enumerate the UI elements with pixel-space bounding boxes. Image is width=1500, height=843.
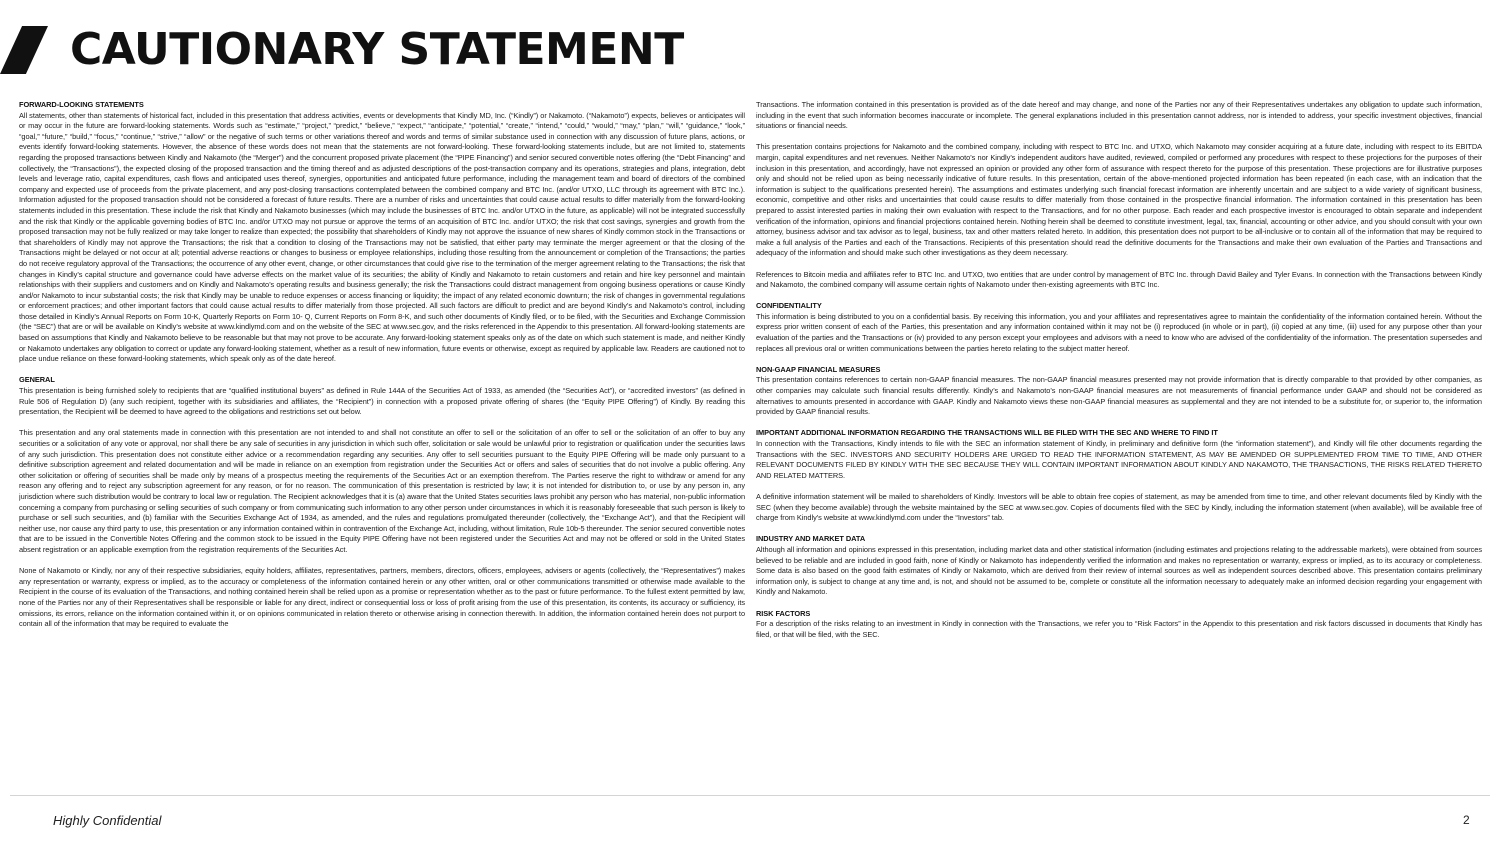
title-accent-slash: [0, 26, 48, 74]
section-forward-looking-statements: [19, 100, 745, 365]
section-heading: RISK FACTORS: [756, 608, 811, 618]
section-heading: IMPORTANT ADDITIONAL INFORMATION REGARDING THE TRANSACTIONS WILL BE FILED WITH THE SEC AND WHERE TO FIND IT: [756, 428, 1218, 438]
section-paragraph: In connection with the Transactions, Kindly intends to file with the SEC an information statement of Kindly, in preliminary and definitive form (the “information statement”), and Kindly will file other documents regarding the Transactions with the SEC. INVESTORS AND SECURITY HOLDERS ARE URGED TO READ THE INFORMATION STATEMENT, AS MAY BE AMENDED OR SUPPLEMENTED FROM TIME TO TIME, AND OTHER RELEVANT DOCUMENTS FILED BY KINDLY WITH THE SEC BECAUSE THEY WILL CONTAIN IMPORTANT INFORMATION ABOUT KINDLY AND NAKAMOTO, THE TRANSACTIONS, THE RISKS RELATED THERETO AND RELATED MATTERS.: [756, 439, 1482, 480]
section-additional-information: [756, 428, 1482, 523]
section-paragraph: For a description of the risks relating to an investment in Kindly in connection with the Transactions, we refer you to “Risk Factors” in the Appendix to this presentation and risk factors discussed in documents that Kindly has filed, or that will be filed, with the SEC.: [756, 619, 1482, 639]
page-title: CAUTIONARY STATEMENT: [70, 24, 684, 75]
section-non-gaap-financial-measures: [756, 365, 1482, 418]
section-paragraph: References to Bitcoin media and affiliates refer to BTC Inc. and UTXO, two entities that are under control by management of BTC Inc. through David Bailey and Tyler Evans. In connection with the Transactions between Kindly and Nakamoto, the combined company will assume certain rights of Nakamoto under then-existing agreements with BTC Inc.: [756, 269, 1482, 290]
section-heading: INDUSTRY AND MARKET DATA: [756, 534, 866, 544]
section-heading: GENERAL: [19, 375, 55, 385]
section-paragraph: A definitive information statement will be mailed to shareholders of Kindly. Investors will be able to obtain free copies of statement, as may be amended from time to time, and other relevant documents filed by Kindly with the SEC (when they become available) through the website maintained by the SEC at www.sec.gov. Copies of documents filed with the SEC by Kindly, including the information statement (when available), will be available free of charge from Kindly’s website at www.kindlymd.com under the “Investors” tab.: [756, 491, 1482, 523]
section-general: [19, 375, 745, 629]
footer-confidentiality-label: Highly Confidential: [53, 813, 162, 828]
section-paragraph: This presentation is being furnished solely to recipients that are “qualified institutional buyers” as defined in Rule 144A of the Securities Act of 1933, as amended (the “Securities Act”), or “accredited investors” (as defined in Rule 506 of Regulation D) (any such recipient, together with its subsidiaries and affiliates, the “Recipient”) in connection with a proposed private offering of shares (the “Equity PIPE Offering”) of Kindly. By reading this presentation, the Recipient will be deemed to have agreed to the obligations and restrictions set out below.: [19, 386, 745, 417]
left-column: [19, 100, 745, 768]
section-heading: NON-GAAP FINANCIAL MEASURES: [756, 364, 881, 374]
section-heading: FORWARD-LOOKING STATEMENTS: [19, 100, 144, 109]
footer-divider: [10, 795, 1490, 796]
section-industry-and-market-data: [756, 534, 1482, 598]
section-paragraph: Although all information and opinions expressed in this presentation, including market data and other statistical information (including estimates and projections relating to the addressable markets), were obtained from sources believed to be reliable and are included in good faith, none of Kindly or Nakamoto has independently verified the information and makes no representation or warranty, express or implied, as to its accuracy or completeness. Some data is also based on the good faith estimates of Kindly or Nakamoto, which are derived from their review of internal sources as well as independent sources described above. This presentation contains preliminary information only, is subject to change at any time and, is not, and should not be assumed to be, complete or constitute all the information necessary to adequately make an informed decision regarding your engagement with Kindly and Nakamoto.: [756, 544, 1482, 597]
section-risk-factors: [756, 609, 1482, 641]
section-paragraph: This presentation and any oral statements made in connection with this presentation are not intended to and shall not constitute an offer to sell or the solicitation of an offer to sell or the solicitation of an offer to buy any securities or a solicitation of any vote or approval, nor shall there be any sale of securities in any jurisdiction in which such offer, solicitation or sale would be unlawful prior to registration or qualification under the securities laws of any such jurisdiction. This presentation does not constitute either advice or a recommendation regarding any securities. Any offer to sell securities pursuant to the Equity PIPE Offering will be made only pursuant to a definitive subscription agreement and related documentation and will be made in reliance on an exemption from registration under the Securities Act or offers and sales of securities that do not involve a public offering. Any other solicitation or offering of securities shall be made only by means of a prospectus meeting the requirements of the Securities Act or an exemption therefrom. The Parties reserve the right to withdraw or amend for any reason any offering and to reject any subscription agreement for any reason, or for no reason. The communication of this presentation is restricted by law; it is not intended for distribution to, or use by any person in, any jurisdiction where such distribution would be contrary to local law or regulation. The Recipient acknowledges that it is (a) aware that the United States securities laws prohibit any person who has material, non-public information concerning a company from purchasing or selling securities of such company or from communicating such information to any other person under circumstances in which it is reasonably foreseeable that such person is likely to purchase or sell such securities, and (b) familiar with the Securities Exchange Act of 1934, as amended, and the rules and regulations promulgated thereunder (collectively, the “Exchange Act”), and that the Recipient will neither use, nor cause any third party to use, this presentation or any information contained within in contravention of the Exchange Act, including, without limitation, Rule 10b-5 thereunder. The senior secured convertible notes that are to be issued in the Convertible Notes Offering and the common stock to be issued in the Equity PIPE Offering have not been registered under the Securities Act and may not be offered or sold in the United States absent registration or an applicable exemption from the registration requirements of the Securities Act.: [19, 428, 745, 554]
page-number: 2: [1463, 813, 1470, 827]
section-paragraph: This presentation contains projections for Nakamoto and the combined company, including with respect to BTC Inc. and UTXO, which Nakamoto may consider acquiring at a future date, including with respect to its EBITDA margin, capital expenditures and net revenues. Neither Nakamoto’s nor Kindly’s independent auditors have audited, reviewed, compiled or performed any procedures with respect to these projections for the purposes of their inclusion in this presentation, and accordingly, have not expressed an opinion or provided any other form of assurance with respect thereto for the purpose of this presentation. These projections are for illustrative purposes only and should not be relied upon as being necessarily indicative of future results. In this presentation, certain of the above-mentioned projected information has been repeated (in each case, with an indication that the information is subject to the qualifications presented herein). The assumptions and estimates underlying such financial forecast information are inherently uncertain and are subject to a wide variety of significant business, economic, competitive and other risks and uncertainties that could cause results to differ materially from those contained in the prospective financial information. The information contained in this presentation has been prepared to assist interested parties in making their own evaluation with respect to the Transactions, and for no other purpose. Each reader and each prospective investor is encouraged to obtain separate and independent verification of the information, opinions and financial projections contained herein. Nothing herein shall be deemed to constitute investment, legal, tax, financial, accounting or other advice, and you should consult with your own attorney, business advisor and tax advisor as to legal, business, tax and other matters related hereto. In addition, this presentation does not purport to be all-inclusive or to contain all of the information that may be required to make a full analysis of the Parties and each of the Transactions. Recipients of this presentation should read the definitive documents for the Transactions and make their own evaluation of the Parties and Transactions and adequacy of the information and should make such other investigations as they deem necessary.: [756, 142, 1482, 258]
right-column: [756, 100, 1482, 768]
section-paragraph: This information is being distributed to you on a confidential basis. By receiving this information, you and your affiliates and representatives agree to maintain the confidentiality of the information contained herein. Without the express prior written consent of each of the Parties, this presentation and any information contained within it may not be (i) reproduced (in whole or in part), (ii) copied at any time, (iii) used for any purpose other than your evaluation of the parties and the Transactions or (iv) provided to any person except your employees and advisors with a need to know who are advised of the confidentiality of the information. The presentation supersedes and replaces all previous oral or written communications between the parties hereto relating to the subject matter hereof.: [756, 311, 1482, 353]
section-heading: CONFIDENTIALITY: [756, 301, 822, 311]
section-paragraph: None of Nakamoto or Kindly, nor any of their respective subsidiaries, equity holders, affiliates, representatives, partners, members, directors, officers, employees, advisers or agents (collectively, the “Representatives”) makes any representation or warranty, express or implied, as to the accuracy or completeness of the information contained herein or any other written, oral or other communications transmitted or otherwise made available to the Recipient in the course of its evaluation of the Transactions, and nothing contained herein shall be relied upon as a promise or representation whether as to the past or future performance. To the fullest extent permitted by law, none of the Parties nor any of their Representatives shall be responsible or liable for any direct, indirect or consequential loss or loss of profit arising from the use of this presentation, its contents, its accuracy or sufficiency, its omissions, its errors, reliance on the information contained within it, or on opinions communicated in relation thereto or otherwise arising in connection therewith. In addition, the information contained herein does not purport to contain all of the information that may be required to evaluate the: [19, 566, 745, 629]
section-paragraph: This presentation contains references to certain non-GAAP financial measures. The non-GAAP financial measures presented may not provide information that is directly comparable to that provided by other companies, as other companies may calculate such financial results differently. Kindly’s and Nakamoto’s non-GAAP financial measures are not measurements of financial performance under GAAP and should not be considered as alternatives to amounts presented in accordance with GAAP. Kindly and Nakamoto views these non-GAAP financial measures as supplemental and they are not intended to be a substitute for, or superior to, the information provided by GAAP financial results.: [756, 375, 1482, 417]
section-paragraph: Transactions. The information contained in this presentation is provided as of the date hereof and may change, and none of the Parties nor any of their Representatives undertakes any obligation to update such information, including in the event that such information becomes inaccurate or incomplete. The general explanations included in this presentation cannot address, nor is intended to address, your specific investment objectives, financial situations or financial needs.: [756, 100, 1482, 131]
section-paragraph: All statements, other than statements of historical fact, included in this presentation that address activities, events or developments that Kindly MD, Inc. (“Kindly”) or Nakamoto. (“Nakamoto”) expects, believes or anticipates will or may occur in the future are forward-looking statements. Words such as “estimate,” “project,” “predict,” “believe,” “expect,” “anticipate,” “potential,” “create,” “intend,” “could,” “would,” “may,” “plan,” “will,” “guidance,” “look,” “goal,” “future,” “build,” “focus,” “continue,” “strive,” “allow” or the negative of such terms or other variations thereof and words and terms of similar substance used in connection with any discussion of future plans, actions, or events identify forward-looking statements. However, the absence of these words does not mean that the statements are not forward-looking. These forward-looking statements include, but are not limited to, statements regarding the proposed transactions between Kindly and Nakamoto (the “Merger”) and the concurrent proposed private placement (the “PIPE Financing”) and senior secured convertible notes offering (the “Debt Financing” and collectively, the “Transactions”), the expected closing of the proposed transaction and the timing thereof and as adjusted descriptions of the post-transaction company and its operations, strategies and plans, integration, debt levels and leverage ratio, capital expenditures, cash flows and anticipated uses thereof, synergies, opportunities and anticipated future performance, including the management team and board of directors of the combined company and expected use of proceeds from the private placement, and any post-closing transactions contemplated between the combined company and BTC Inc. (and/or UTXO, LLC through its agreement with BTC Inc.). Information adjusted for the proposed transaction should not be considered a forecast of future results. There are a number of risks and uncertainties that could cause actual results to differ materially from the forward-looking statements included in this presentation. These include the risk that Kindly and Nakamoto businesses (which may include the businesses of BTC Inc. and/or UTXO in the future, as applicable) will not be integrated successfully and the risk that Kindly or the applicable governing bodies of BTC Inc. and/or UTXO may not pursue or approve the terms of an acquisition of BTC Inc. and/or UTXO; the risk that cost savings, synergies and growth from the proposed transaction may not be fully realized or may take longer to realize than expected; the possibility that shareholders of Kindly may not approve the issuance of new shares of Kindly common stock in the Transactions or that shareholders of Kindly may not approve the Transactions; the risk that a condition to closing of the Transactions may not be satisfied, that either party may terminate the merger agreement or that the closing of the Transactions might be delayed or not occur at all; potential adverse reactions or changes to business or employee relationships, including those resulting from the announcement or completion of the Transactions; the parties do not receive regulatory approval of the Transactions; the occurrence of any other event, change, or other circumstances that could give rise to the termination of the merger agreement relating to the Transactions; the risk that changes in Kindly’s capital structure and governance could have adverse effects on the market value of its securities; the ability of Kindly and Nakamoto to retain customers and retain and hire key personnel and maintain relationships with their suppliers and customers and on Kindly and Nakamoto’s operating results and business generally; the risk the Transactions could distract management from ongoing business operations or cause Kindly and/or Nakamoto to incur substantial costs; the risk that Kindly may be unable to reduce expenses or access financing or liquidity; the impact of any related economic downturn; the risk of changes in governmental regulations or enforcement practices; and other important factors that could cause actual results to differ materially from those projected. All such factors are difficult to predict and are beyond Kindly’s and Nakamoto’s control, including those detailed in Kindly’s Annual Reports on Form 10-K, Quarterly Reports on Form 10- Q, Current Reports on Form 8-K, and such other documents of Kindly filed, or to be filed, with the Securities and Exchange Commission (the “SEC”) that are or will be available on Kindly’s website at www.kindlymd.com and on the website of the SEC at www.sec.gov, and the risks referenced in the Appendix to this presentation. All forward-looking statements are based on assumptions that Kindly and Nakamoto believe to be reasonable but that may not prove to be accurate. Any forward-looking statement speaks only as of the date on which such statement is made, and neither Kindly or Nakamoto undertakes any obligation to correct or update any forward-looking statement, whether as a result of new information, future events or otherwise, except as required by applicable law. Readers are cautioned not to place undue reliance on these forward-looking statements, which speak only as of the date hereof.: [19, 110, 745, 364]
section-confidentiality: [756, 301, 1482, 354]
section-continued: [756, 100, 1482, 291]
